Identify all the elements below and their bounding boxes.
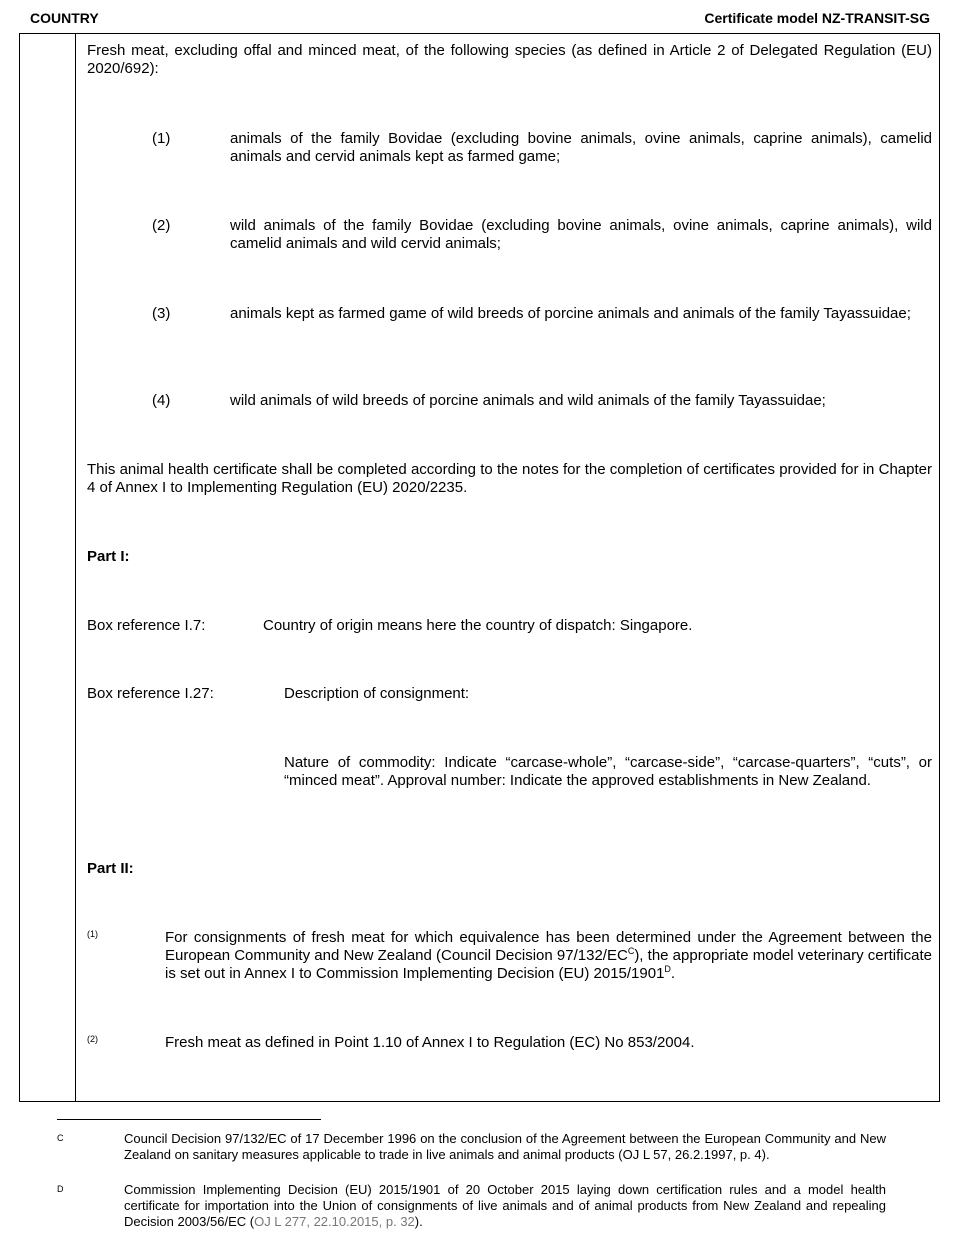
footnote-mark-d: D: [57, 1184, 64, 1194]
species-text-4: wild animals of wild breeds of porcine animals and wild animals of the family Tayassuidae;: [230, 392, 826, 409]
footnote-d: Commission Implementing Decision (EU) 2015/1901 of 20 October 2015 laying down certification rules and a model health certificate for importation into the Union of consignments of live animals and of animal products from New Zealand and repealing Decision 2003/56/EC (OJ L 277, 22.10.2015, p. 32).: [124, 1182, 886, 1229]
species-text-3: animals kept as farmed game of wild breeds of porcine animals and animals of the family Tayassuidae;: [230, 305, 911, 322]
box27-nature: Nature of commodity: Indicate “carcase-whole”, “carcase-side”, “carcase-quarters”, “cuts”, or “minced meat”. Approval number: Indicate the approved establishments in New Zealand.: [284, 754, 932, 789]
species-num-4: (4): [152, 392, 171, 409]
footnote-ref-c[interactable]: C: [627, 946, 635, 956]
footnote-separator: [57, 1119, 321, 1120]
footnote-c: Council Decision 97/132/EC of 17 December 1996 on the conclusion of the Agreement between the European Community and New Zealand on sanitary measures applicable to trade in live animals and animal products (OJ L 57, 26.2.1997, p. 4).: [124, 1131, 886, 1162]
part1-heading: Part I:: [87, 548, 130, 565]
completion-note: This animal health certificate shall be completed according to the notes for the completion of certificates provided for in Chapter 4 of Annex I to Implementing Regulation (EU) 2020/2235.: [87, 461, 932, 496]
species-text-2: wild animals of the family Bovidae (excluding bovine animals, ovine animals, caprine animals), wild camelid animals and wild cervid animals;: [230, 217, 932, 252]
certificate-model-label: Certificate model NZ-TRANSIT-SG: [704, 10, 930, 26]
box27-description: Description of consignment:: [284, 685, 470, 702]
species-num-2: (2): [152, 217, 171, 234]
box17-label: Box reference I.7:: [87, 617, 206, 634]
part2-heading: Part II:: [87, 860, 134, 877]
part2-note2: Fresh meat as defined in Point 1.10 of Annex I to Regulation (EC) No 853/2004.: [165, 1034, 695, 1051]
column-divider: [75, 34, 76, 1101]
oj-reference-link[interactable]: OJ L 277, 22.10.2015, p. 32: [254, 1214, 415, 1229]
species-num-1: (1): [152, 130, 171, 147]
intro-paragraph: Fresh meat, excluding offal and minced meat, of the following species (as defined in Article 2 of Delegated Regulation (EU) 2020/692):: [87, 42, 932, 77]
species-num-3: (3): [152, 305, 171, 322]
part2-note1: For consignments of fresh meat for which equivalence has been determined under the Agreement between the European Community and New Zealand (Council Decision $97/132/EC^C$), the appropriate model veterinary certificate is set out in Annex I to Commission Implementing Decision (EU) $2015/1901^D$.: [165, 929, 932, 982]
part2-note2-num: (2): [87, 1034, 98, 1044]
footnote-ref-d[interactable]: D: [664, 964, 671, 974]
box27-label: Box reference I.27:: [87, 685, 214, 702]
box17-text: Country of origin means here the country of dispatch: Singapore.: [263, 617, 693, 634]
footnote-mark-c: C: [57, 1133, 64, 1143]
country-label: COUNTRY: [30, 10, 99, 26]
species-text-1: animals of the family Bovidae (excluding bovine animals, ovine animals, caprine animals), camelid animals and cervid animals kept as farmed game;: [230, 130, 932, 165]
part2-note1-num: (1): [87, 929, 98, 939]
